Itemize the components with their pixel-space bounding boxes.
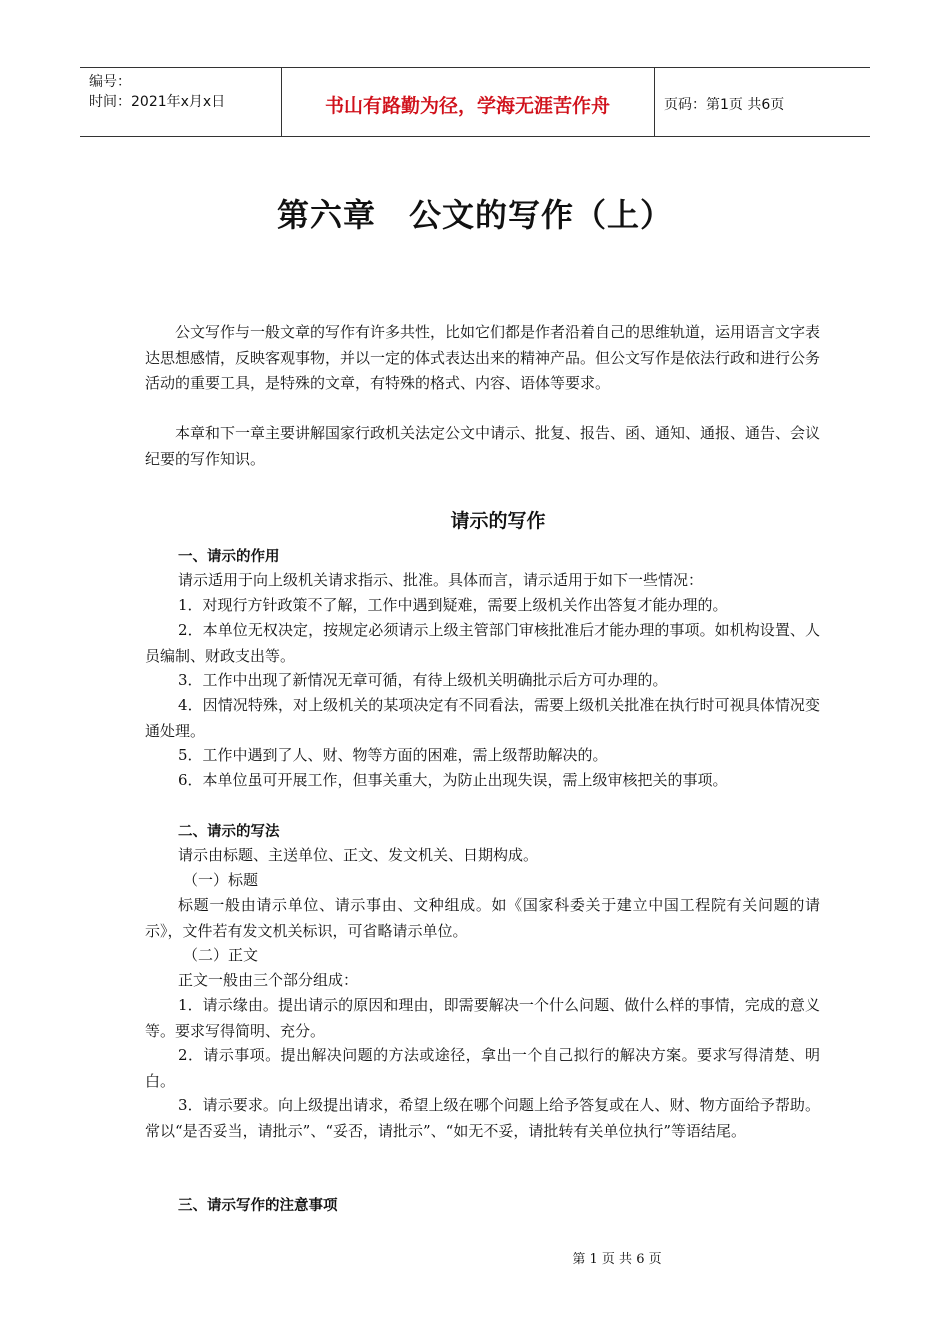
part2-sub2-heading: （二）正文 [183,946,259,964]
part2-intro: 请示由标题、主送单位、正文、发文机关、日期构成。 [178,846,539,864]
intro-paragraph-2: 本章和下一章主要讲解国家行政机关法定公文中请示、批复、报告、函、通知、通报、通告、会议纪要的写作知识。 [145,424,821,468]
header-motto: 书山有路勤为径，学海无涯苦作舟 [324,95,610,117]
document-number-label: 编号： [89,74,131,90]
part2-item: 2．请示事项。提出解决问题的方法或途径，拿出一个自己拟行的解决方案。要求写得清楚、明白。 [145,1046,820,1090]
part1-item: 4．因情况特殊，对上级机关的某项决定有不同看法，需要上级机关批准在执行时可视具体情况变通处理。 [145,696,820,740]
part1-item: 3．工作中出现了新情况无章可循，有待上级机关明确批示后方可办理的。 [178,671,668,689]
part2-heading: 二、请示的写法 [178,824,280,840]
part1-item: 2．本单位无权决定，按规定必须请示上级主管部门审核批准后才能办理的事项。如机构设置、人员编制、财政支出等。 [145,621,820,665]
header-motto-cell [281,68,655,136]
header-meta-cell [80,68,282,136]
intro-paragraph-1: 公文写作与一般文章的写作有许多共性，比如它们都是作者沿着自己的思维轨道，运用语言文字表达思想感情，反映客观事物，并以一定的体式表达出来的精神产品。但公文写作是依法行政和进行公务活动的重要工具，是特殊的文章，有特殊的格式、内容、语体等要求。 [145,323,821,392]
chapter-title: 第六章 公文的写作（上） [276,196,673,234]
part2-sub2-intro: 正文一般由三个部分组成： [178,971,359,989]
part1-heading: 一、请示的作用 [178,549,280,565]
part1-item: 5．工作中遇到了人、财、物等方面的困难，需上级帮助解决的。 [178,746,608,764]
document-time-label: 时间：2021年x月x日 [89,94,226,110]
header-page-info: 页码：第1页 共6页 [664,97,785,113]
document-header [80,67,870,137]
part2-sub1-text: 标题一般由请示单位、请示事由、文种组成。如《国家科委关于建立中国工程院有关问题的请示》，文件若有发文机关标识，可省略请示单位。 [145,896,820,940]
part3-heading: 三、请示写作的注意事项 [178,1198,338,1214]
page-footer: 第 1 页 共 6 页 [572,1252,662,1267]
part2-item: 3．请示要求。向上级提出请求，希望上级在哪个问题上给予答复或在人、财、物方面给予帮助。常以“是否妥当，请批示”、“妥否，请批示”、“如无不妥，请批转有关单位执行”等语结尾。 [145,1096,820,1140]
part1-item: 1．对现行方针政策不了解，工作中遇到疑难，需要上级机关作出答复才能办理的。 [178,596,728,614]
part1-item: 6．本单位虽可开展工作，但事关重大，为防止出现失误，需上级审核把关的事项。 [178,771,728,789]
section-title: 请示的写作 [450,510,546,532]
part2-sub1-heading: （一）标题 [183,871,259,889]
header-page-cell [654,68,870,136]
part1-intro: 请示适用于向上级机关请求指示、批准。具体而言，请示适用于如下一些情况： [178,571,704,589]
part2-item: 1．请示缘由。提出请示的原因和理由，即需要解决一个什么问题、做什么样的事情，完成的意义等。要求写得简明、充分。 [145,996,820,1040]
